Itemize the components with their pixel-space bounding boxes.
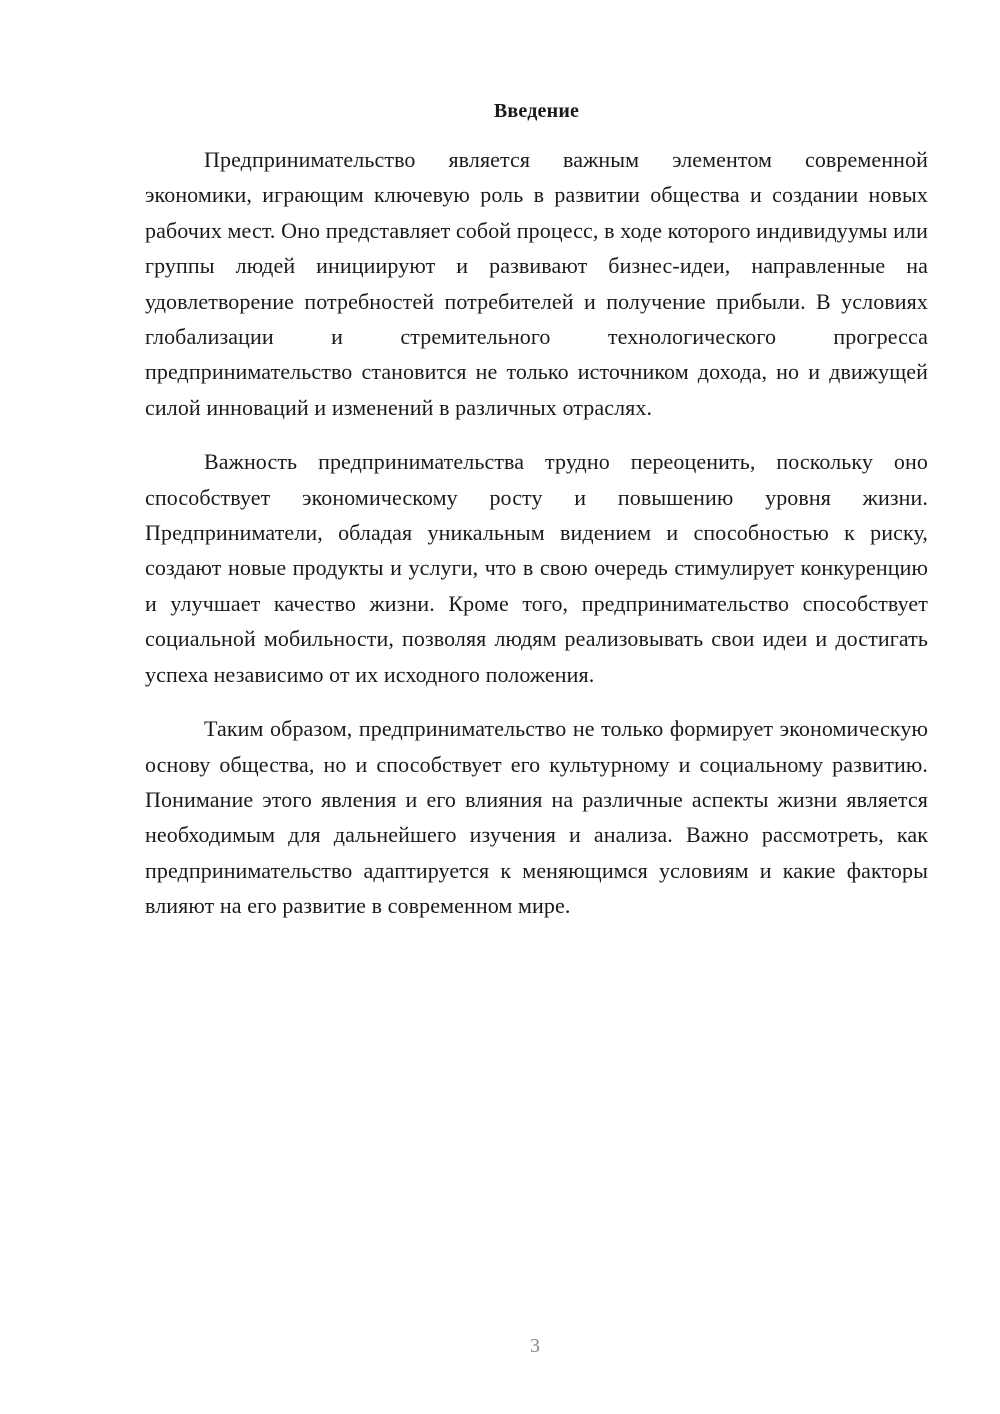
paragraph-1: Предпринимательство является важным элементом современной экономики, играющим ключевую роль в развитии общества и создании новых рабочих мест. Оно представляет собой процесс, в ходе которого индивидуумы или группы людей инициируют и развивают бизнес-идеи, направленные на удовлетворение потребностей потребителей и получение прибыли. В условиях глобализации и стремительного технологического прогресса предпринимательство становится не только источником дохода, но и движущей силой инноваций и изменений в различных отраслях. [145,147,928,420]
page-number: 3 [530,1335,540,1357]
section-title: Введение [493,100,580,122]
paragraph-3: Таким образом, предпринимательство не только формирует экономическую основу общества, но и способствует его культурному и социальному развитию. Понимание этого явления и его влияния на различные аспекты жизни является необходимым для дальнейшего изучения и анализа. Важно рассмотреть, как предпринимательство адаптируется к меняющимся условиям и какие факторы влияют на его развитие в современном мире. [145,716,928,919]
paragraph-2: Важность предпринимательства трудно переоценить, поскольку оно способствует экономическому росту и повышению уровня жизни. Предприниматели, обладая уникальным видением и способностью к риску, создают новые продукты и услуги, что в свою очередь стимулирует конкуренцию и улучшает качество жизни. Кроме того, предпринимательство способствует социальной мобильности, позволяя людям реализовывать свои идеи и достигать успеха независимо от их исходного положения. [145,449,928,687]
page-content [145,94,928,943]
